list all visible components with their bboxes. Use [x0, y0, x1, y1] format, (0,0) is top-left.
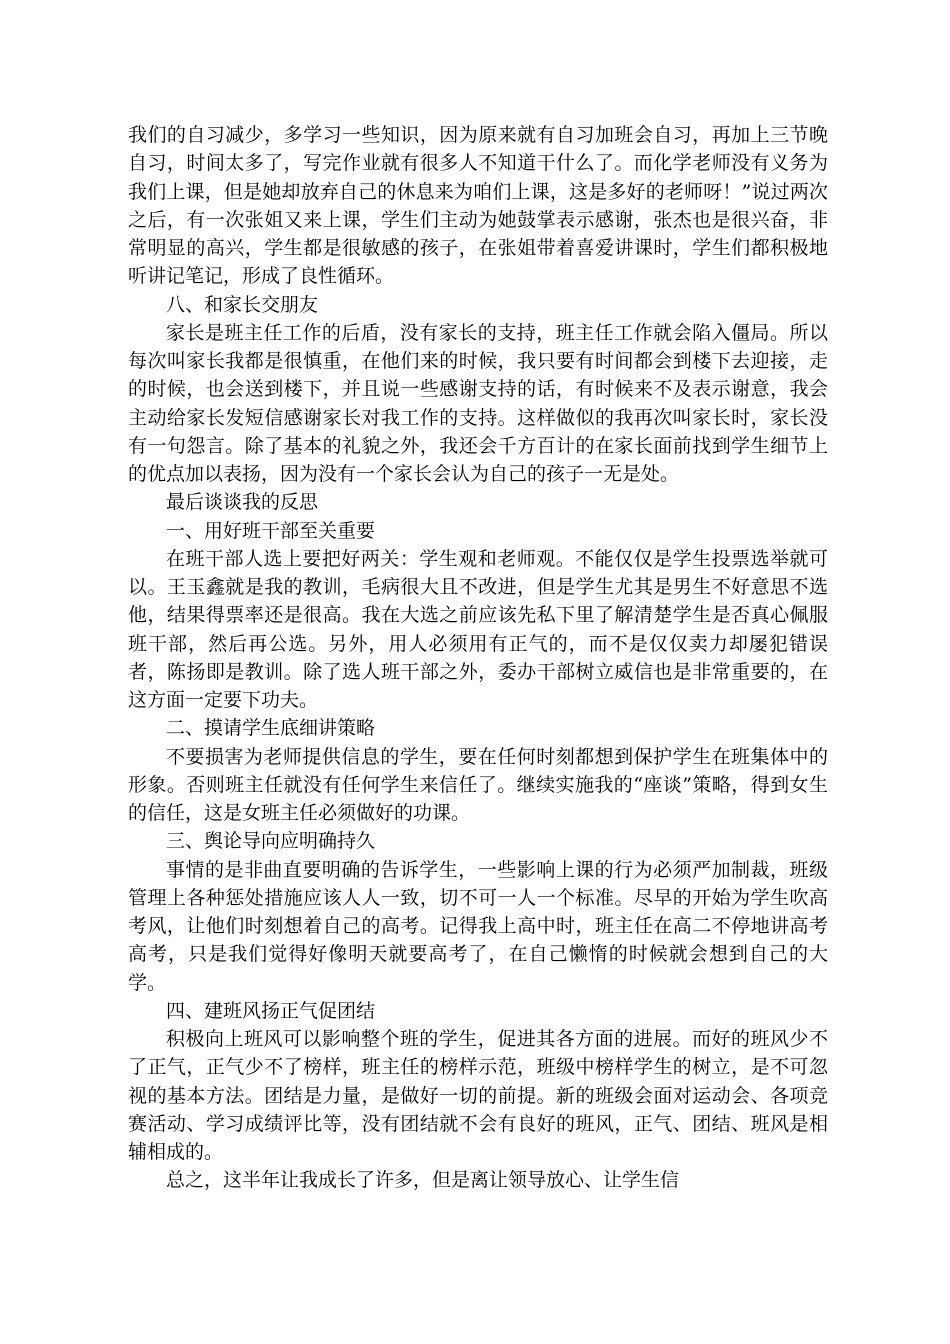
paragraph: 事情的是非曲直要明确的告诉学生，一些影响上课的行为必须严加制裁，班级管理上各种惩处措施应该人人一致，切不可一人一个标准。尽早的开始为学生吹高考风，让他们时刻想着自己的高考。记得我上高中时，班主任在高二不停地讲高考高考，只是我们觉得好像明天就要高考了，在自己懒惰的时候就会想到自己的大学。: [128, 858, 828, 994]
paragraph: 在班干部人选上要把好两关：学生观和老师观。不能仅仅是学生投票选举就可以。王玉鑫就是我的教训，毛病很大且不改进，但是学生尤其是男生不好意思不选他，结果得票率还是很高。我在大选之前应该先私下里了解清楚学生是否真心佩服班干部，然后再公选。另外，用人必须用有正气的，而不是仅仅卖力却屡犯错误者，陈扬即是教训。除了选人班干部之外，委办干部树立威信也是非常重要的，在这方面一定要下功夫。: [128, 547, 828, 711]
paragraph: 积极向上班风可以影响整个班的学生，促进其各方面的进展。而好的班风少不了正气，正气少不了榜样，班主任的榜样示范，班级中榜样学生的树立，是不可忽视的基本方法。团结是力量，是做好一切的前提。新的班级会面对运动会、各项竞赛活动、学习成绩评比等，没有团结就不会有良好的班风，正气、团结、班风是相辅相成的。: [128, 1028, 828, 1163]
section-heading: 八、和家长交朋友: [166, 293, 319, 316]
section-heading: 一、用好班干部至关重要: [166, 519, 376, 542]
paragraph-continued: 我们的自习减少，多学习一些知识，因为原来就有自习加班会自习，再加上三节晚自习，时间太多了，写完作业就有很多人不知道干什么了。而化学老师没有义务为我们上课，但是她却放弃自己的休息来为咱们上课，这是多好的老师呀！”说过两次之后，有一次张姐又来上课，学生们主动为她鼓掌表示感谢，张杰也是很兴奋，非常明显的高兴，学生都是很敏感的孩子，在张姐带着喜爱讲课时，学生们都积极地听讲记笔记，形成了良性循环。: [128, 124, 828, 288]
section-heading: 二、摸请学生底细讲策略: [166, 717, 376, 740]
document-page: [128, 121, 828, 1195]
paragraph: 家长是班主任工作的后盾，没有家长的支持，班主任工作就会陷入僵局。所以每次叫家长我都是很慎重，在他们来的时候，我只要有时间都会到楼下去迎接，走的时候，也会送到楼下，并且说一些感谢支持的话，有时候来不及表示谢意，我会主动给家长发短信感谢家长对我工作的支持。这样做似的我再次叫家长时，家长没有一句怨言。除了基本的礼貌之外，我还会千方百计的在家长面前找到学生细节上的优点加以表扬，因为没有一个家长会认为自己的孩子一无是处。: [128, 321, 828, 485]
section-heading: 三、舆论导向应明确持久: [166, 830, 376, 853]
paragraph: 不要损害为老师提供信息的学生，要在任何时刻都想到保护学生在班集体中的形象。否则班主任就没有任何学生来信任了。继续实施我的“座谈”策略，得到女生的信任，这是女班主任必须做好的功课。: [128, 745, 828, 824]
section-heading: 四、建班风扬正气促团结: [166, 999, 376, 1022]
paragraph: 总之，这半年让我成长了许多，但是离让领导放心、让学生信: [166, 1169, 680, 1192]
section-heading: 最后谈谈我的反思: [166, 491, 319, 514]
